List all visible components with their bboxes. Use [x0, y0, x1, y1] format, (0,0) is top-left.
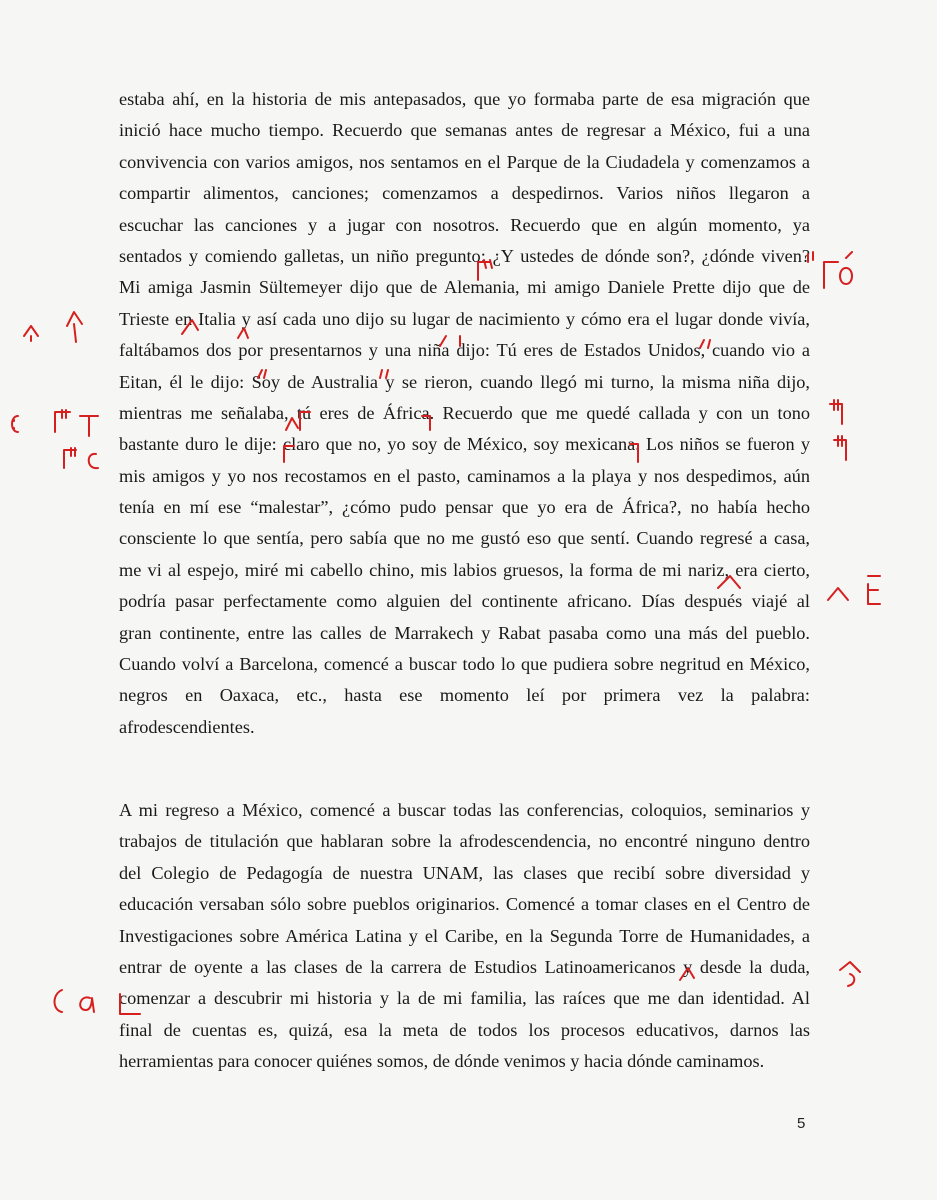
caret-mark-left-2: [67, 312, 82, 342]
text-line: mis amigos y yo nos recostamos en el pasto, caminamos a la playa y nos despedimos, aún: [119, 465, 810, 486]
text-line: bastante duro le dije: claro que no, yo soy de México, soy mexicana. Los niños se fueron y: [119, 434, 810, 455]
text-line: Mi amiga Jasmin Sültemeyer dijo que de Alemania, mi amigo Daniele Prette dijo que de: [119, 277, 810, 298]
text-line: faltábamos dos por presentarnos y una niña dijo: Tú eres de Estados Unidos, cuando vio a: [119, 340, 810, 361]
text-line: tenía en mí ese “malestar”, ¿cómo pudo pensar que yo era de África?, no había hecho: [119, 497, 810, 518]
open-quote-mark-left: [12, 416, 18, 432]
text-line: escuchar las canciones y a jugar con nosotros. Recuerdo que en algún momento, ya: [119, 214, 810, 235]
text-line: convivencia con varios amigos, nos sentamos en el Parque de la Ciudadela y comenzamos a: [119, 151, 810, 172]
text-line: mientras me señalaba, tú eres de África. Recuerdo que me quedé callada y con un tono: [119, 402, 810, 423]
text-line: final de cuentas es, quizá, esa la meta de todos los procesos educativos, darnos las: [119, 1019, 810, 1040]
text-line: entrar de oyente a las clases de la carrera de Estudios Latinoamericanos y desde la duda,: [119, 956, 810, 977]
text-line: A mi regreso a México, comencé a buscar todas las conferencias, coloquios, seminarios y: [119, 800, 810, 820]
bracket-mark-left-2: [64, 448, 76, 468]
text-line: del Colegio de Pedagogía de nuestra UNAM, las clases que recibí sobre diversidad y: [119, 862, 810, 883]
paren-mark-left: [55, 990, 63, 1012]
text-line: gran continente, entre las calles de Marrakech y Rabat pasaba como una más del pueblo.: [119, 622, 810, 643]
bracket-mark-right-1: [824, 262, 838, 288]
text-line: estaba ahí, en la historia de mis antepasados, que yo formaba parte de esa migración que: [119, 89, 810, 109]
text-line: Eitan, él le dijo: Soy de Australia y se rieron, cuando llegó mi turno, la misma niña dijo,: [119, 371, 810, 392]
paragraph-2: [119, 795, 810, 1078]
text-line: sentados y comiendo galletas, un niño pregunto: ¿Y ustedes de dónde son?, ¿dónde viven?: [119, 245, 810, 266]
text-line: afrodescendientes.: [119, 716, 255, 737]
text-line: negros en Oaxaca, etc., hasta ese momento leí por primera vez la palabra:: [119, 685, 810, 706]
text-line: Trieste en Italia y así cada uno dijo su lugar de nacimiento y cómo era el lugar donde vivía,: [119, 308, 810, 329]
text-line: me vi al espejo, miré mi cabello chino, mis labios gruesos, la forma de mi nariz, era cierto,: [119, 559, 810, 580]
bracket-mark-left-1: [55, 410, 70, 432]
e-mark-right: [868, 576, 880, 604]
text-line: trabajos de titulación que hablaran sobre la afrodescendencia, no encontré ninguno dentro: [119, 831, 810, 852]
a-mark-left: [80, 997, 94, 1012]
close-quote-mark-right-1: [830, 400, 842, 424]
text-line: inició hace mucho tiempo. Recuerdo que semanas antes de regresar a México, fui a una: [119, 120, 810, 141]
caret-mark-left-1: [24, 326, 38, 341]
text-line: Cuando volví a Barcelona, comencé a buscar todo lo que pudiera sobre negritud en México,: [119, 654, 810, 675]
text-line: educación versaban sólo sobre pueblos originarios. Comencé a tomar clases en el Centro de: [119, 894, 810, 915]
text-line: consciente lo que sentía, pero sabía que no me gustó eso que sentí. Cuando regresé a casa,: [119, 528, 810, 549]
paragraph-1: [119, 84, 810, 743]
t-mark-left: [80, 416, 98, 436]
text-line: Investigaciones sobre América Latina y el Caribe, en la Segunda Torre de Humanidades, a: [119, 925, 810, 946]
o-accent-mark-right: [840, 252, 852, 284]
text-line: podría pasar perfectamente como alguien del continente africano. Días después viajé al: [119, 591, 810, 612]
text-line: compartir alimentos, canciones; comenzamos a despedirnos. Varios niños llegaron a: [119, 183, 810, 204]
text-line: herramientas para conocer quiénes somos, de dónde venimos y hacia dónde caminamos.: [119, 1051, 765, 1072]
close-quote-mark-right-2: [834, 436, 846, 460]
caret-mark-right-2: [840, 962, 860, 986]
c-mark-left: [89, 454, 98, 468]
text-line: comenzar a descubrir mi historia y la de mi familia, las raíces que me dan identidad. Al: [119, 988, 810, 1009]
caret-mark-right-1: [828, 588, 848, 600]
page-number: 5: [797, 1115, 806, 1132]
